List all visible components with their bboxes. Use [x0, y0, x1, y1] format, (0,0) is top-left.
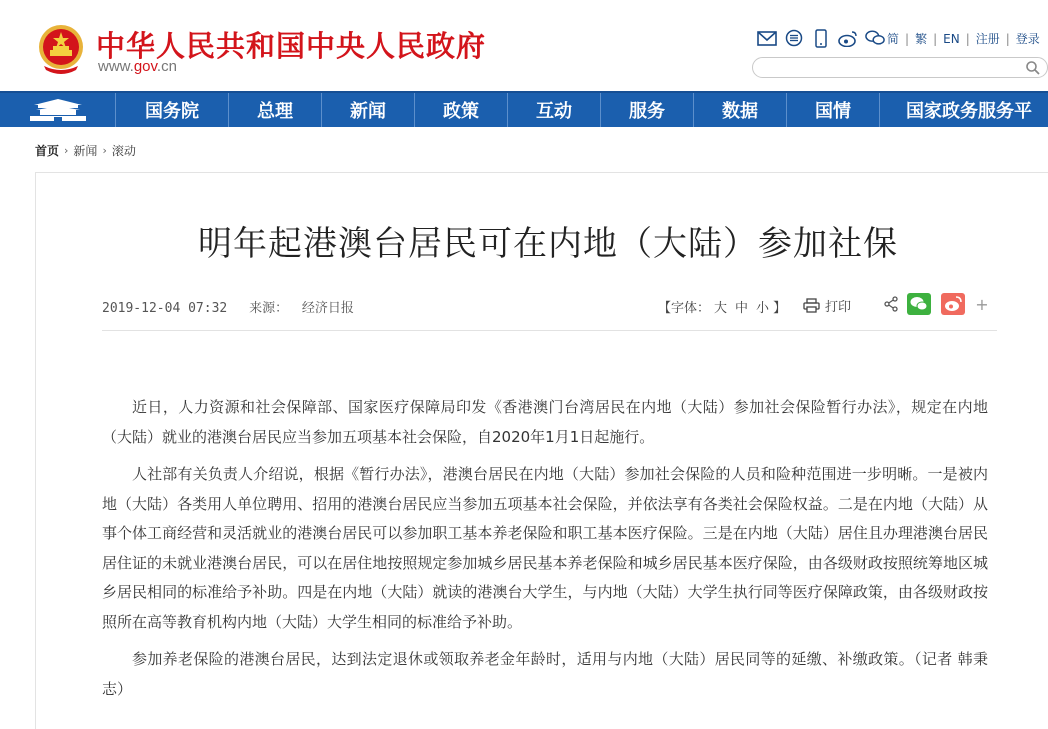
site-header — [0, 0, 1048, 91]
breadcrumb-home[interactable]: 首页 — [35, 144, 60, 158]
breadcrumb-news[interactable]: 新闻 — [73, 144, 98, 158]
search-icon[interactable] — [1025, 60, 1041, 76]
search-box — [752, 57, 1048, 78]
register-link[interactable]: 注册 — [975, 32, 1000, 46]
divider — [102, 330, 997, 331]
source-label: 来源： — [249, 301, 289, 316]
font-size-small-button[interactable]: 小 — [756, 301, 770, 316]
article-body — [102, 393, 988, 712]
font-label-close: 】 — [773, 301, 787, 316]
print-button[interactable] — [803, 296, 851, 315]
mail-icon[interactable] — [757, 28, 777, 48]
nav-item-data[interactable]: 数据 — [694, 93, 787, 127]
top-links — [887, 30, 1040, 47]
lang-simplified-link[interactable]: 简 — [887, 32, 900, 46]
article-meta — [102, 297, 354, 316]
chevron-right-icon: › — [64, 144, 69, 157]
share-wechat-icon[interactable] — [907, 293, 931, 315]
font-label-open: 【字体： — [658, 301, 711, 316]
top-icon-bar — [757, 28, 885, 48]
nav-item-services[interactable]: 服务 — [601, 93, 694, 127]
share-weibo-icon[interactable] — [941, 293, 965, 315]
nav-item-policy[interactable]: 政策 — [415, 93, 508, 127]
print-label: 打印 — [825, 300, 852, 315]
breadcrumb — [35, 142, 136, 159]
chevron-right-icon: › — [102, 144, 107, 157]
site-url[interactable] — [98, 58, 177, 75]
lang-english-link[interactable]: EN — [943, 31, 960, 46]
weibo-icon[interactable] — [838, 28, 858, 48]
search-input[interactable] — [763, 60, 1023, 75]
article-paragraph: 参加养老保险的港澳台居民，达到法定退休或领取养老金年龄时，适用与内地（大陆）居民同等的延缴、补缴政策。（记者 韩秉志） — [102, 650, 988, 698]
divider: | — [1005, 31, 1010, 46]
divider: | — [933, 31, 938, 46]
url-domain: gov — [133, 58, 157, 75]
breadcrumb-rolling[interactable]: 滚动 — [111, 144, 136, 158]
nav-item-news[interactable]: 新闻 — [322, 93, 415, 127]
national-emblem-icon[interactable] — [36, 22, 86, 76]
article-paragraph: 近日，人力资源和社会保障部、国家医疗保障局印发《香港澳门台湾居民在内地（大陆）参加社会保险暂行办法》，规定在内地（大陆）就业的港澳台居民应当参加五项基本社会保险，自2020年1月1日起施行。 — [102, 398, 988, 446]
url-prefix: www. — [98, 58, 134, 75]
subscription-icon[interactable] — [784, 28, 804, 48]
font-size-large-button[interactable]: 大 — [714, 301, 728, 316]
article-title: 明年起港澳台居民可在内地（大陆）参加社保 — [198, 224, 898, 264]
printer-icon — [803, 298, 820, 313]
nav-item-national-conditions[interactable]: 国情 — [787, 93, 880, 127]
publish-datetime: 2019-12-04 07:32 — [102, 301, 228, 316]
mobile-icon[interactable] — [811, 28, 831, 48]
article-paragraph: 人社部有关负责人介绍说，根据《暂行办法》，港澳台居民在内地（大陆）参加社会保险的人员和险种范围进一步明晰。一是被内地（大陆）各类用人单位聘用、招用的港澳台居民应当参加五项基本社会保险，并依法享有各类社会保险权益。二是在内地（大陆）从事个体工商经营和灵活就业的港澳台居民可以参加职工基本养老保险和职工基本医疗保险。三是在内地（大陆）居住且办理港澳台居民居住证的未就业港澳台居民，可以在居住地按照规定参加城乡居民基本养老保险和城乡居民基本医疗保险，由各级财政按照统筹地区城乡居民相同的标准给予补助。四是在内地（大陆）就读的港澳台大学生，与内地（大陆）大学生执行同等医疗保障政策，由各级财政按照所在高等教育机构内地（大陆）大学生相同的标准给予补助。 — [102, 465, 988, 631]
divider: | — [905, 31, 910, 46]
nav-item-premier[interactable]: 总理 — [229, 93, 322, 127]
tiananmen-logo-icon[interactable] — [0, 93, 116, 127]
divider: | — [965, 31, 970, 46]
site-title[interactable]: 中华人民共和国中央人民政府 — [96, 29, 487, 63]
nav-item-gov-service-platform[interactable]: 国家政务服务平 — [906, 101, 1032, 122]
lang-traditional-link[interactable]: 繁 — [915, 32, 928, 46]
main-nav — [0, 91, 1048, 127]
font-size-control — [658, 297, 786, 316]
nav-item-interaction[interactable]: 互动 — [508, 93, 601, 127]
nav-item-state-council[interactable]: 国务院 — [116, 93, 229, 127]
more-share-icon[interactable]: + — [975, 294, 989, 314]
wechat-icon[interactable] — [865, 28, 885, 48]
source-name: 经济日报 — [301, 301, 354, 316]
url-suffix: .cn — [156, 58, 177, 75]
font-size-medium-button[interactable]: 中 — [735, 301, 749, 316]
share-icon[interactable] — [879, 293, 903, 315]
login-link[interactable]: 登录 — [1015, 32, 1040, 46]
